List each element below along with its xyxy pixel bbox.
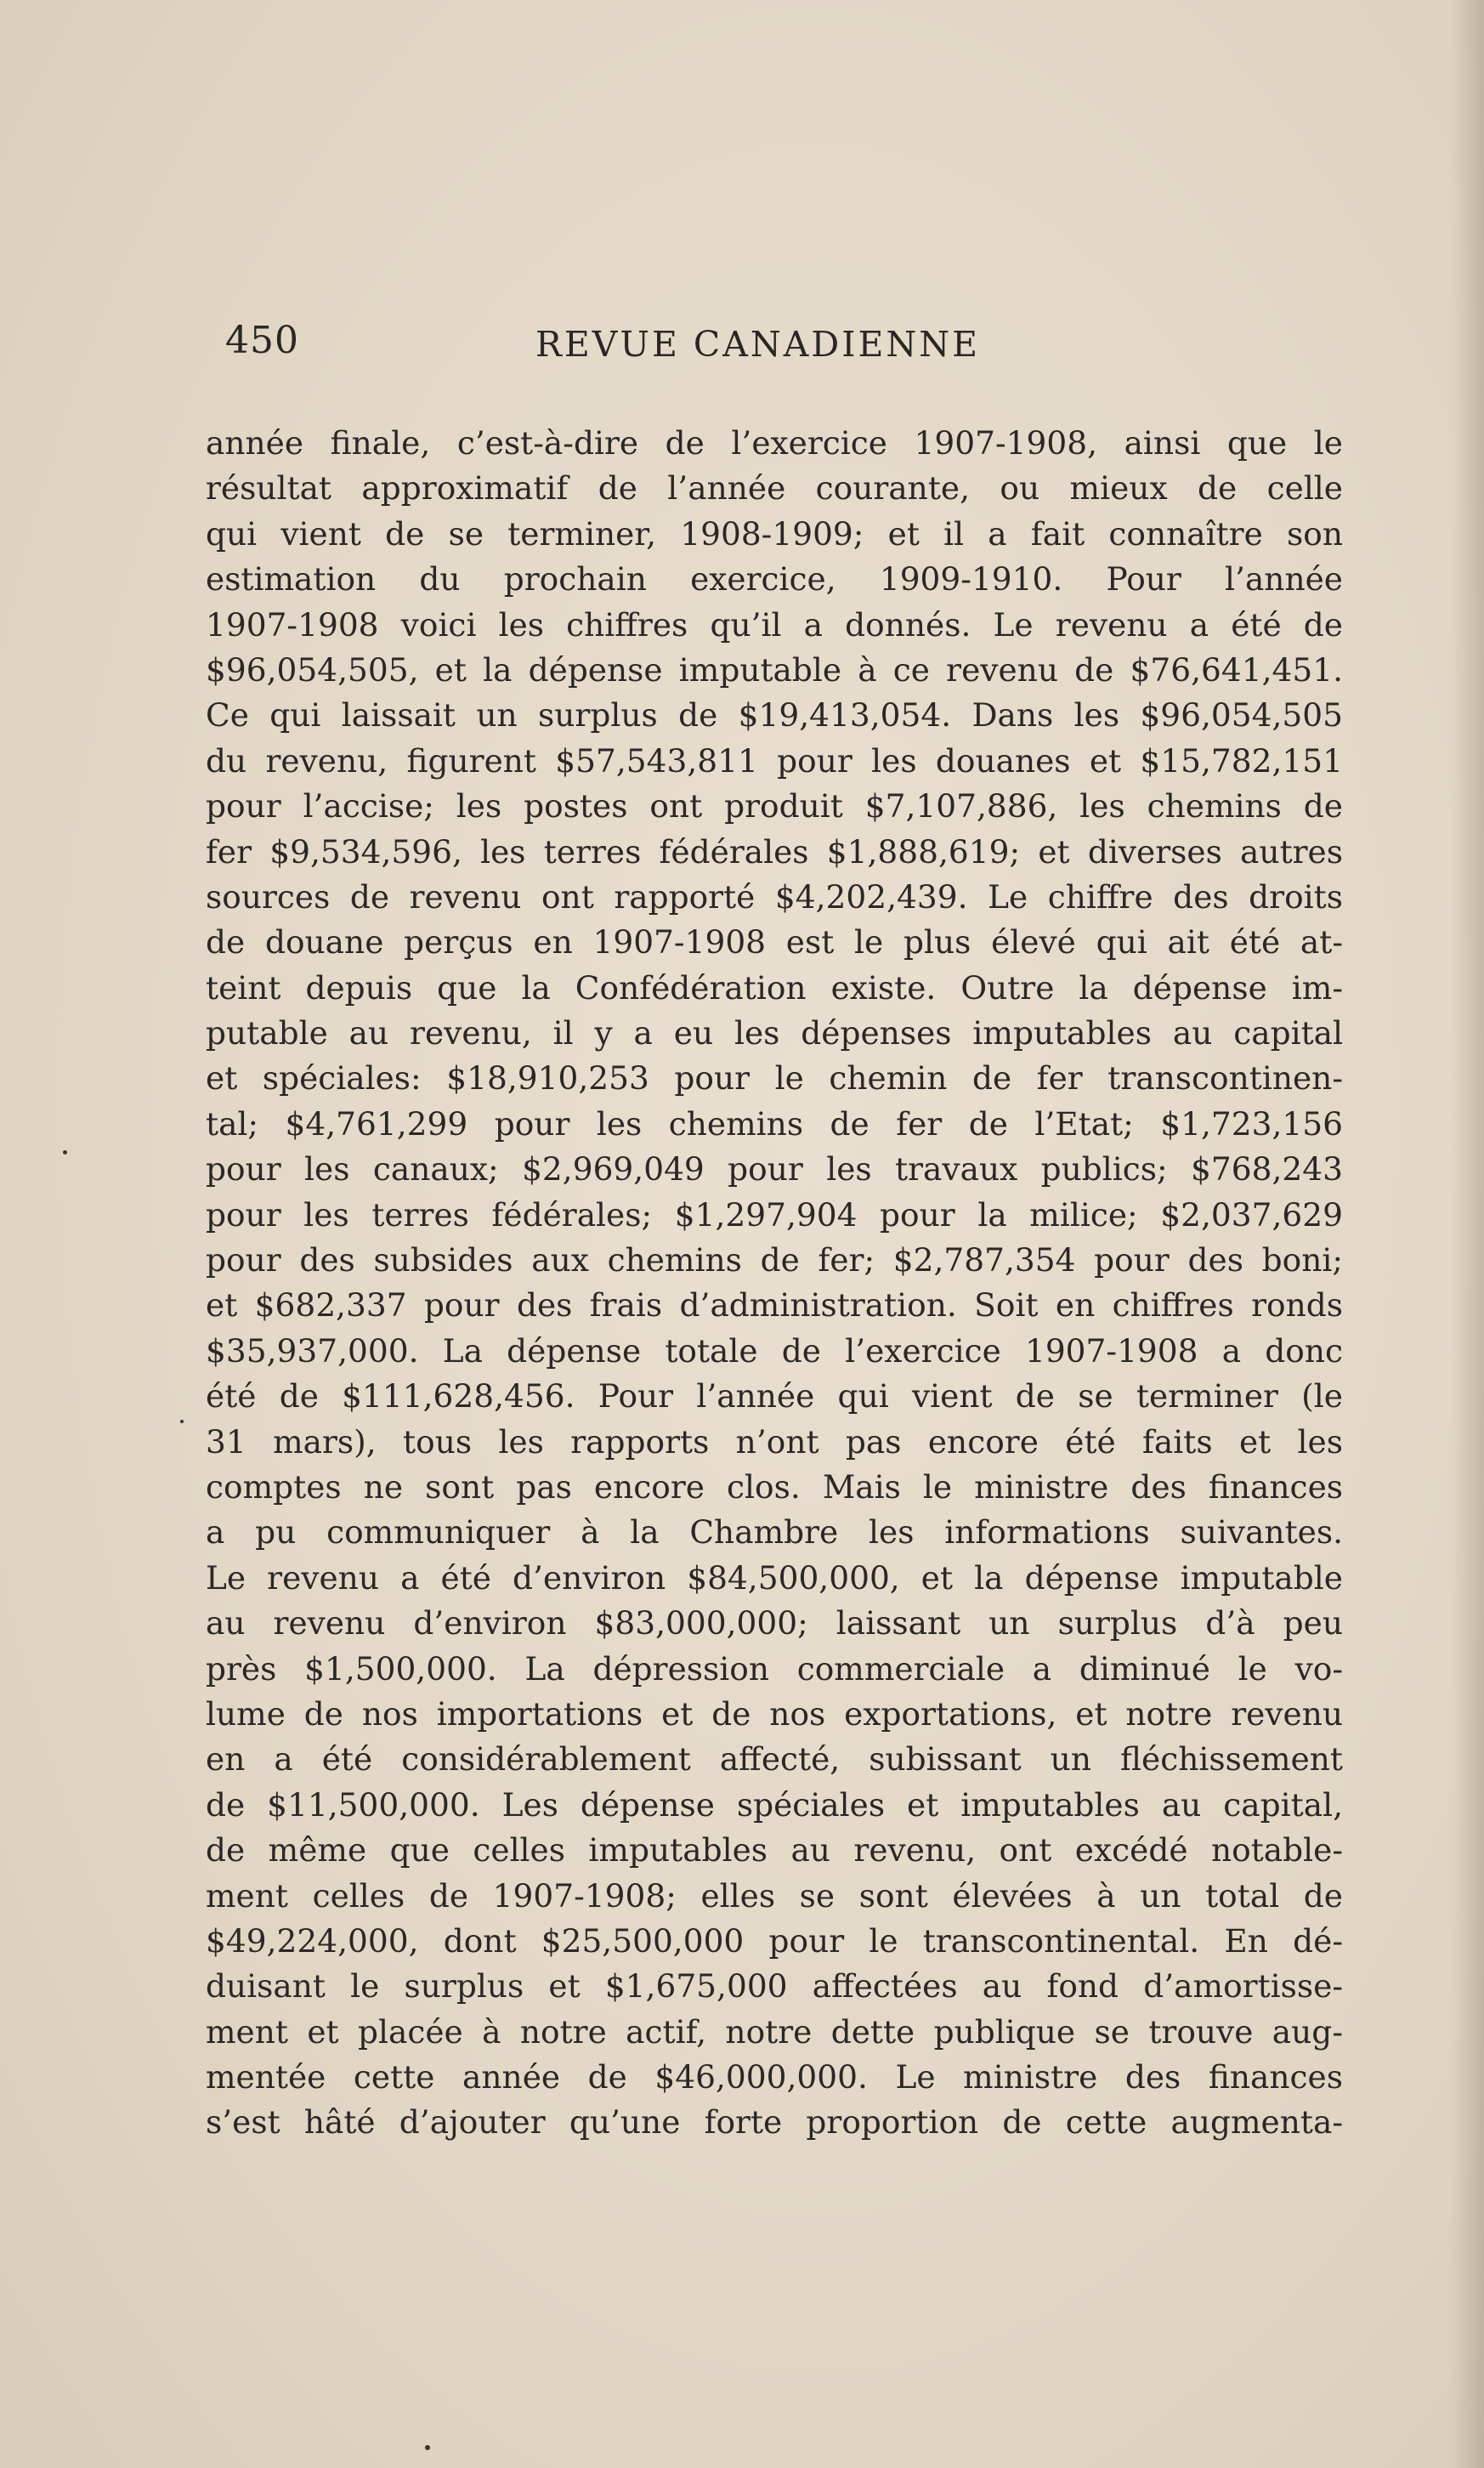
text-line: duisant le surplus et $1,675,000 affectées au fond d’amortisse- — [206, 1967, 1343, 2006]
text-line: fer $9,534,596, les terres fédérales $1,888,619; et diverses autres — [206, 832, 1343, 871]
text-line: année finale, c’est-à-dire de l’exercice 1907-1908, ainsi que le — [206, 424, 1343, 462]
text-line: du revenu, figurent $57,543,811 pour les douanes et $15,782,151 — [206, 741, 1343, 780]
text-line: résultat approximatif de l’année courante, ou mieux de celle — [206, 469, 1343, 508]
text-line: teint depuis que la Confédération existe. Outre la dépense im- — [206, 968, 1343, 1007]
text-line: Ce qui laissait un surplus de $19,413,054. Dans les $96,054,505 — [206, 696, 1343, 735]
page-edge-shadow — [1450, 0, 1484, 2468]
text-line: ment et placée à notre actif, notre dette publique se trouve aug- — [206, 2012, 1343, 2051]
paper-speck — [63, 1150, 67, 1155]
text-line: sources de revenu ont rapporté $4,202,439. Le chiffre des droits — [206, 877, 1343, 916]
text-line: pour les terres fédérales; $1,297,904 pour la milice; $2,037,629 — [206, 1195, 1343, 1234]
text-line: qui vient de se terminer, 1908-1909; et il a fait connaître son — [206, 514, 1343, 553]
text-line: putable au revenu, il y a eu les dépenses imputables au capital — [206, 1014, 1343, 1052]
text-line: s’est hâté d’ajouter qu’une forte proportion de cette augmenta- — [206, 2103, 1343, 2142]
text-line: ment celles de 1907-1908; elles se sont élevées à un total de — [206, 1876, 1343, 1915]
text-line: de même que celles imputables au revenu, ont excédé notable- — [206, 1831, 1343, 1869]
page-number: 450 — [225, 319, 299, 362]
text-line: de $11,500,000. Les dépense spéciales et imputables au capital, — [206, 1785, 1343, 1824]
page-header — [225, 319, 1364, 378]
text-line: et spéciales: $18,910,253 pour le chemin de fer transcontinen- — [206, 1059, 1343, 1098]
text-line: pour les canaux; $2,969,049 pour les travaux publics; $768,243 — [206, 1150, 1343, 1189]
text-line: mentée cette année de $46,000,000. Le ministre des finances — [206, 2058, 1343, 2096]
text-line: $49,224,000, dont $25,500,000 pour le transcontinental. En dé- — [206, 1921, 1343, 1960]
text-line: 31 mars), tous les rapports n’ont pas encore été faits et les — [206, 1422, 1343, 1461]
text-line: et $682,337 pour des frais d’administration. Soit en chiffres ronds — [206, 1286, 1343, 1325]
text-line: pour des subsides aux chemins de fer; $2,787,354 pour des boni; — [206, 1241, 1343, 1279]
body-paragraph — [206, 421, 1343, 2146]
text-line: près $1,500,000. La dépression commerciale a diminué le vo- — [206, 1649, 1343, 1688]
text-line: a pu communiquer à la Chambre les informations suivantes. — [206, 1513, 1343, 1552]
text-line: au revenu d’environ $83,000,000; laissant un surplus d’à peu — [206, 1604, 1343, 1642]
paper-speck — [180, 1420, 184, 1423]
text-line: tal; $4,761,299 pour les chemins de fer de l’Etat; $1,723,156 — [206, 1104, 1343, 1143]
text-line: estimation du prochain exercice, 1909-1910. Pour l’année — [206, 560, 1343, 599]
text-line: Le revenu a été d’environ $84,500,000, et la dépense imputable — [206, 1558, 1343, 1597]
paper-speck — [425, 2445, 430, 2450]
text-line: pour l’accise; les postes ont produit $7,107,886, les chemins de — [206, 787, 1343, 826]
text-line: $35,937,000. La dépense totale de l’exercice 1907-1908 a donc — [206, 1331, 1343, 1370]
text-line: de douane perçus en 1907-1908 est le plus élevé qui ait été at- — [206, 923, 1343, 962]
text-line: 1907-1908 voici les chiffres qu’il a donnés. Le revenu a été de — [206, 605, 1343, 644]
text-line: en a été considérablement affecté, subissant un fléchissement — [206, 1740, 1343, 1779]
text-line: comptes ne sont pas encore clos. Mais le ministre des finances — [206, 1467, 1343, 1506]
text-line: $96,054,505, et la dépense imputable à ce revenu de $76,641,451. — [206, 650, 1343, 689]
text-line: été de $111,628,456. Pour l’année qui vient de se terminer (le — [206, 1377, 1343, 1416]
running-title: REVUE CANADIENNE — [535, 324, 981, 365]
text-line: lume de nos importations et de nos exportations, et notre revenu — [206, 1694, 1343, 1733]
